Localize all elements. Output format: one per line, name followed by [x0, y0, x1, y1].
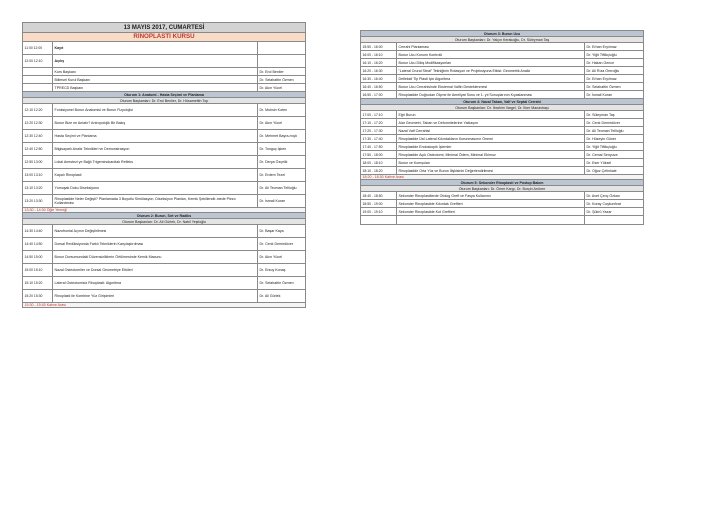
session-speaker: Dr. Süleyman Taş — [585, 111, 644, 119]
talk-row — [23, 277, 306, 290]
break-time: 15:30 - 15:45 — [24, 303, 46, 307]
session-speaker: Dr. Ali Teoman Tellioğlu — [258, 182, 306, 195]
session-speaker: Dr. Erhan Eryılmaz — [585, 43, 644, 51]
talk-row — [361, 192, 644, 200]
session-speaker: Dr. Akın Yücel — [258, 117, 306, 130]
session-time — [23, 84, 53, 92]
session-title: Burun Dorsumundaki Düzensizliklerin Örtülmesinde Kemik Macunu — [53, 251, 258, 264]
session4-title: Oturum 4: Nazal Taban, Valf ve Septal Cerrahi — [361, 99, 644, 105]
empty-cell — [361, 216, 397, 225]
opening-row — [23, 55, 306, 68]
session-speaker: Dr. Derya Özçelik — [258, 156, 306, 169]
course-title-row — [23, 33, 306, 42]
session-speaker: Dr. Cemal Senyuva — [585, 151, 644, 159]
session-time: 12:30 12:40 — [23, 130, 53, 143]
session-speaker: Dr. Ali Teoman Tellioğlu — [585, 127, 644, 135]
session-speaker: Dr. Erol Benlier — [258, 68, 306, 76]
opening-row — [23, 42, 306, 55]
session-speaker: Dr. Yiğit Tiftikçioğlu — [585, 143, 644, 151]
session-speaker: Dr. Selahattin Özmen — [585, 83, 644, 91]
talk-row — [361, 208, 644, 216]
session-time: 12:20 12:30 — [23, 117, 53, 130]
session-title: Rinoplastide Endoskopik İşlemler — [397, 143, 585, 151]
session-time: 14:30 14:40 — [23, 225, 53, 238]
session-time: 14:40 14:50 — [23, 238, 53, 251]
session-speaker: Dr. Ali Gürlek — [258, 290, 306, 303]
session-title: Sekonder Rinoplastide Kıkırdak Greftleri — [397, 200, 585, 208]
session-speaker: Dr. Oğuz Çetinkale — [585, 167, 644, 175]
session-time: 12:10 12:20 — [23, 104, 53, 117]
session-title: Cerrahi Planlaması — [397, 43, 585, 51]
session-time: 16:10 - 16:20 — [361, 59, 397, 67]
session-time: 19:00 - 19:10 — [361, 208, 397, 216]
empty-cell — [397, 216, 585, 225]
course-title: RİNOPLASTİ KURSU — [23, 33, 306, 42]
session-title: Nazal Valf Cerrahisi — [397, 127, 585, 135]
session-title: Sekonder Rinoplastilerde Otolog Greft ve Fasya Kullanımı — [397, 192, 585, 200]
talk-row — [361, 143, 644, 151]
day-title: 13 MAYIS 2017, CUMARTESİ — [23, 23, 306, 33]
session-speaker: Dr. İsmail Kuran — [585, 91, 644, 99]
session-title: Fonksiyonel Burun Anatomisi ve Burun Fizyolojisi — [53, 104, 258, 117]
session-speaker: Dr. Muhsin Koten — [258, 104, 306, 117]
session-speaker: Dr. Akın Yücel — [258, 84, 306, 92]
opening-row — [23, 84, 306, 92]
talk-row — [361, 59, 644, 67]
session-speaker: Dr. Avet Çenç Özkan — [585, 192, 644, 200]
session-speaker: Dr. Mehmet Bayra-mıçlı — [258, 130, 306, 143]
session-title: Lokal Anestezi ye Bağlı Trigeminokardiak Refleks — [53, 156, 258, 169]
session-time: 16:40 - 16:50 — [361, 83, 397, 91]
session1-chairs: Oturum Başkanları: Dr. Erol Benlier, Dr. Hüsamettin Top — [23, 98, 306, 104]
session-title: Kapalı Rinoplasti — [53, 169, 258, 182]
session-speaker — [258, 55, 306, 68]
session-title: Açılış — [53, 55, 258, 68]
session-time: 12:40 12:50 — [23, 143, 53, 156]
session-speaker: Dr. İsmail Kuran — [258, 195, 306, 208]
session-speaker: Dr. Cenk Demirdöver — [585, 119, 644, 127]
session1-title: Oturum 1: Anatomi - Hasta Seçimi ve Planlama — [23, 92, 306, 98]
talk-row — [361, 119, 644, 127]
session-time: 16:50 - 17:00 — [361, 91, 397, 99]
session-title: Yumuşak Doku Diseksiyonu — [53, 182, 258, 195]
session-time: 11:00 12:00 — [23, 42, 53, 55]
talk-row — [361, 83, 644, 91]
session2-chairs: Oturum Başkanları: Dr. Ali Gürlek, Dr. Nabil Yeşiloğlu — [23, 219, 306, 225]
session-speaker: Dr. Ali Rıza Öreroğlu — [585, 67, 644, 75]
session-speaker: Dr. Şükrü Yazar — [585, 208, 644, 216]
session-time: 15:50 - 16:00 — [361, 43, 397, 51]
session3-title: Oturum 3: Burun Ucu — [361, 31, 644, 37]
break-time: 18:20 - 18:30 — [362, 175, 384, 179]
opening-row — [23, 68, 306, 76]
session-time: 17:00 - 17:10 — [361, 111, 397, 119]
session-time: 13:20 13:30 — [23, 195, 53, 208]
opening-row — [23, 76, 306, 84]
session-time — [23, 76, 53, 84]
session-title: Bilimsel Kurul Başkanı — [53, 76, 258, 84]
session-title: Lateral Osteotomisiz Rinoplasti: Algoritma — [53, 277, 258, 290]
session-speaker: Dr. Yiğit Tiftikçioğlu — [585, 51, 644, 59]
session-speaker: Dr. Selahattin Özmen — [258, 277, 306, 290]
session-time: 13:00 13:10 — [23, 169, 53, 182]
session-speaker: Dr. Cenk Demirdöver — [258, 238, 306, 251]
session-title: TPRECD Başkanı — [53, 84, 258, 92]
session-time: 12:50 13:00 — [23, 156, 53, 169]
session-speaker: Dr. Hüseyin Güner — [585, 135, 644, 143]
empty-row — [361, 216, 644, 225]
talk-row — [361, 91, 644, 99]
session-time — [23, 68, 53, 76]
left-program-table — [22, 22, 306, 308]
session-title: Kayıt — [53, 42, 258, 55]
session-time: 17:30 - 17:40 — [361, 135, 397, 143]
session-title: Rinoplastide Neler Değişti? Planlamada 3 Boyutlu Simülasyon, Diseksiyon Planları, Kemik Şekillendir-mede Piezo Kullanılması — [53, 195, 258, 208]
session-speaker: Dr. Akın Yücel — [258, 251, 306, 264]
talk-row — [23, 251, 306, 264]
talk-row — [23, 104, 306, 117]
session-speaker: Dr. Eser Yüksel — [585, 159, 644, 167]
session-title: Dorsal Redüksiyonda Farklı Tekniklerin Karşılaştırılması — [53, 238, 258, 251]
session-title: Nazal Osteotomiler ve Dorsal Geometriye Etkileri — [53, 264, 258, 277]
talk-row — [23, 238, 306, 251]
session-time: 18:10 - 18:20 — [361, 167, 397, 175]
left-program-body — [23, 23, 306, 308]
break-cell — [23, 303, 306, 308]
session-time: 16:20 - 16:30 — [361, 67, 397, 75]
session5-chairs: Oturum Başkanları: Dr. Ömer Kargı, Dr. Burçin Arıöner — [361, 186, 644, 192]
session-time: 17:10 - 17:20 — [361, 119, 397, 127]
session-title: Burun Bize ne Anlatır? Antropolojik Bir Bakış — [53, 117, 258, 130]
session-time: 17:50 - 18:00 — [361, 151, 397, 159]
session-time: 15:00 15:10 — [23, 264, 53, 277]
session-time: 18:50 - 19:00 — [361, 200, 397, 208]
session-speaker: Dr. Erhan Eryılmaz — [585, 75, 644, 83]
session-speaker: Dr. Hakan Gence — [585, 59, 644, 67]
session-title: Eğri Burun — [397, 111, 585, 119]
break-time: 13:30 - 14:30 — [24, 208, 46, 212]
session4-chairs: Oturum Başkanları: Dr. İbrahim Vargel, Dr. İlker Manavbaşı — [361, 105, 644, 111]
session-time: 15:20 15:30 — [23, 290, 53, 303]
right-program-table — [360, 30, 644, 225]
session-speaker: Dr. Koray Coşkunfırat — [585, 200, 644, 208]
session-time: 16:30 - 16:40 — [361, 75, 397, 83]
break-label: Kahve Arası — [46, 303, 67, 307]
session-title: Nazofrontal Açının Değiştirilmesi — [53, 225, 258, 238]
talk-row — [361, 75, 644, 83]
session-speaker: Dr. Erdem Tezel — [258, 169, 306, 182]
session-title: Defleksif Tip Plasti için Algoritma — [397, 75, 585, 83]
session5-title: Oturum 5: Sekonder Rinoplasti ve Postop Bakım — [361, 180, 644, 186]
session-title: Alar Geometri, Taban ve Deformitelerine Yaklaşım — [397, 119, 585, 127]
session-title: Rinoplastide Orta Yüz ve Burun İlişkisinin Değerlendirilmesi — [397, 167, 585, 175]
break-label: Kahve Arası — [384, 175, 405, 179]
talk-row — [361, 67, 644, 75]
talk-row — [361, 51, 644, 59]
session-title: Burun Ucu Cerrahisinde Eksternal Valfin Desteklenmesi — [397, 83, 585, 91]
session-speaker: Dr. Selahattin Özmen — [258, 76, 306, 84]
session2-title: Oturum 2: Burun, Sırt ve Radiks — [23, 213, 306, 219]
session3-chairs: Oturum Başkanları: Dr. Yalçın Kerakoğlu, Dr. Süleyman Taş — [361, 37, 644, 43]
session-title: Sekonder Rinoplastide Kot Greftleri — [397, 208, 585, 216]
session-speaker: Dr. Tonguç İşken — [258, 143, 306, 156]
talk-row — [23, 143, 306, 156]
session-speaker: Dr. Başar Kaya — [258, 225, 306, 238]
talk-row — [361, 127, 644, 135]
day-title-row — [23, 23, 306, 33]
session-title: Rinoplastide Doğrudan Ölçme ile Ameliyat Sonu ve 1. yıl Sonuçlarının Kıyaslanması — [397, 91, 585, 99]
talk-row — [361, 135, 644, 143]
session-title: Burun Ucu Konum Kontrolü — [397, 51, 585, 59]
talk-row — [361, 200, 644, 208]
session-time: 12:00 12:10 — [23, 55, 53, 68]
session-time: 13:10 13:20 — [23, 182, 53, 195]
talk-row — [23, 130, 306, 143]
session-time: 16:00 - 16:10 — [361, 51, 397, 59]
session-time: 14:50 15:00 — [23, 251, 53, 264]
session-speaker: Dr. Ersoy Konaş — [258, 264, 306, 277]
session-time: 18:40 - 18:50 — [361, 192, 397, 200]
session-time: 15:10 15:20 — [23, 277, 53, 290]
talk-row — [361, 111, 644, 119]
session-time: 17:40 - 17:50 — [361, 143, 397, 151]
session-time: 17:20 - 17:30 — [361, 127, 397, 135]
session-title: Rinoplastide Açık Osteotomi; Minimal Ödem, Minimal Ekimoz — [397, 151, 585, 159]
session-title: Kurs Başkanı — [53, 68, 258, 76]
right-program-body — [361, 31, 644, 225]
session-title: "Lateral Crural Steal" Tekniğinin Rotasyon ve Projeksiyona Etkisi: Geometrik Analiz — [397, 67, 585, 75]
talk-row — [23, 290, 306, 303]
session-title: Burun ve Komşuları — [397, 159, 585, 167]
talk-row — [23, 156, 306, 169]
talk-row — [361, 159, 644, 167]
talk-row — [23, 169, 306, 182]
talk-row — [23, 117, 306, 130]
break-label: Öğle Yemeği — [46, 208, 68, 212]
empty-cell — [585, 216, 644, 225]
session-title: Bilgisayarlı Analiz Teknikleri ve Demonstrasyon — [53, 143, 258, 156]
session-title: Hasta Seçimi ve Planlama — [53, 130, 258, 143]
talk-row — [361, 167, 644, 175]
talk-row — [23, 264, 306, 277]
talk-row — [23, 195, 306, 208]
talk-row — [361, 43, 644, 51]
session-title: Rinoplasti ile Kombine Yüz Girişimleri — [53, 290, 258, 303]
session-time: 18:00 - 18:10 — [361, 159, 397, 167]
session-title: Burun Ucu Dikiş Modifikasyonları — [397, 59, 585, 67]
talk-row — [361, 151, 644, 159]
talk-row — [23, 225, 306, 238]
session-speaker — [258, 42, 306, 55]
coffee-break-row — [23, 303, 306, 308]
talk-row — [23, 182, 306, 195]
session-title: Rinoplastide Üst Lateral Kıkırdakların Korunmasının Önemi — [397, 135, 585, 143]
